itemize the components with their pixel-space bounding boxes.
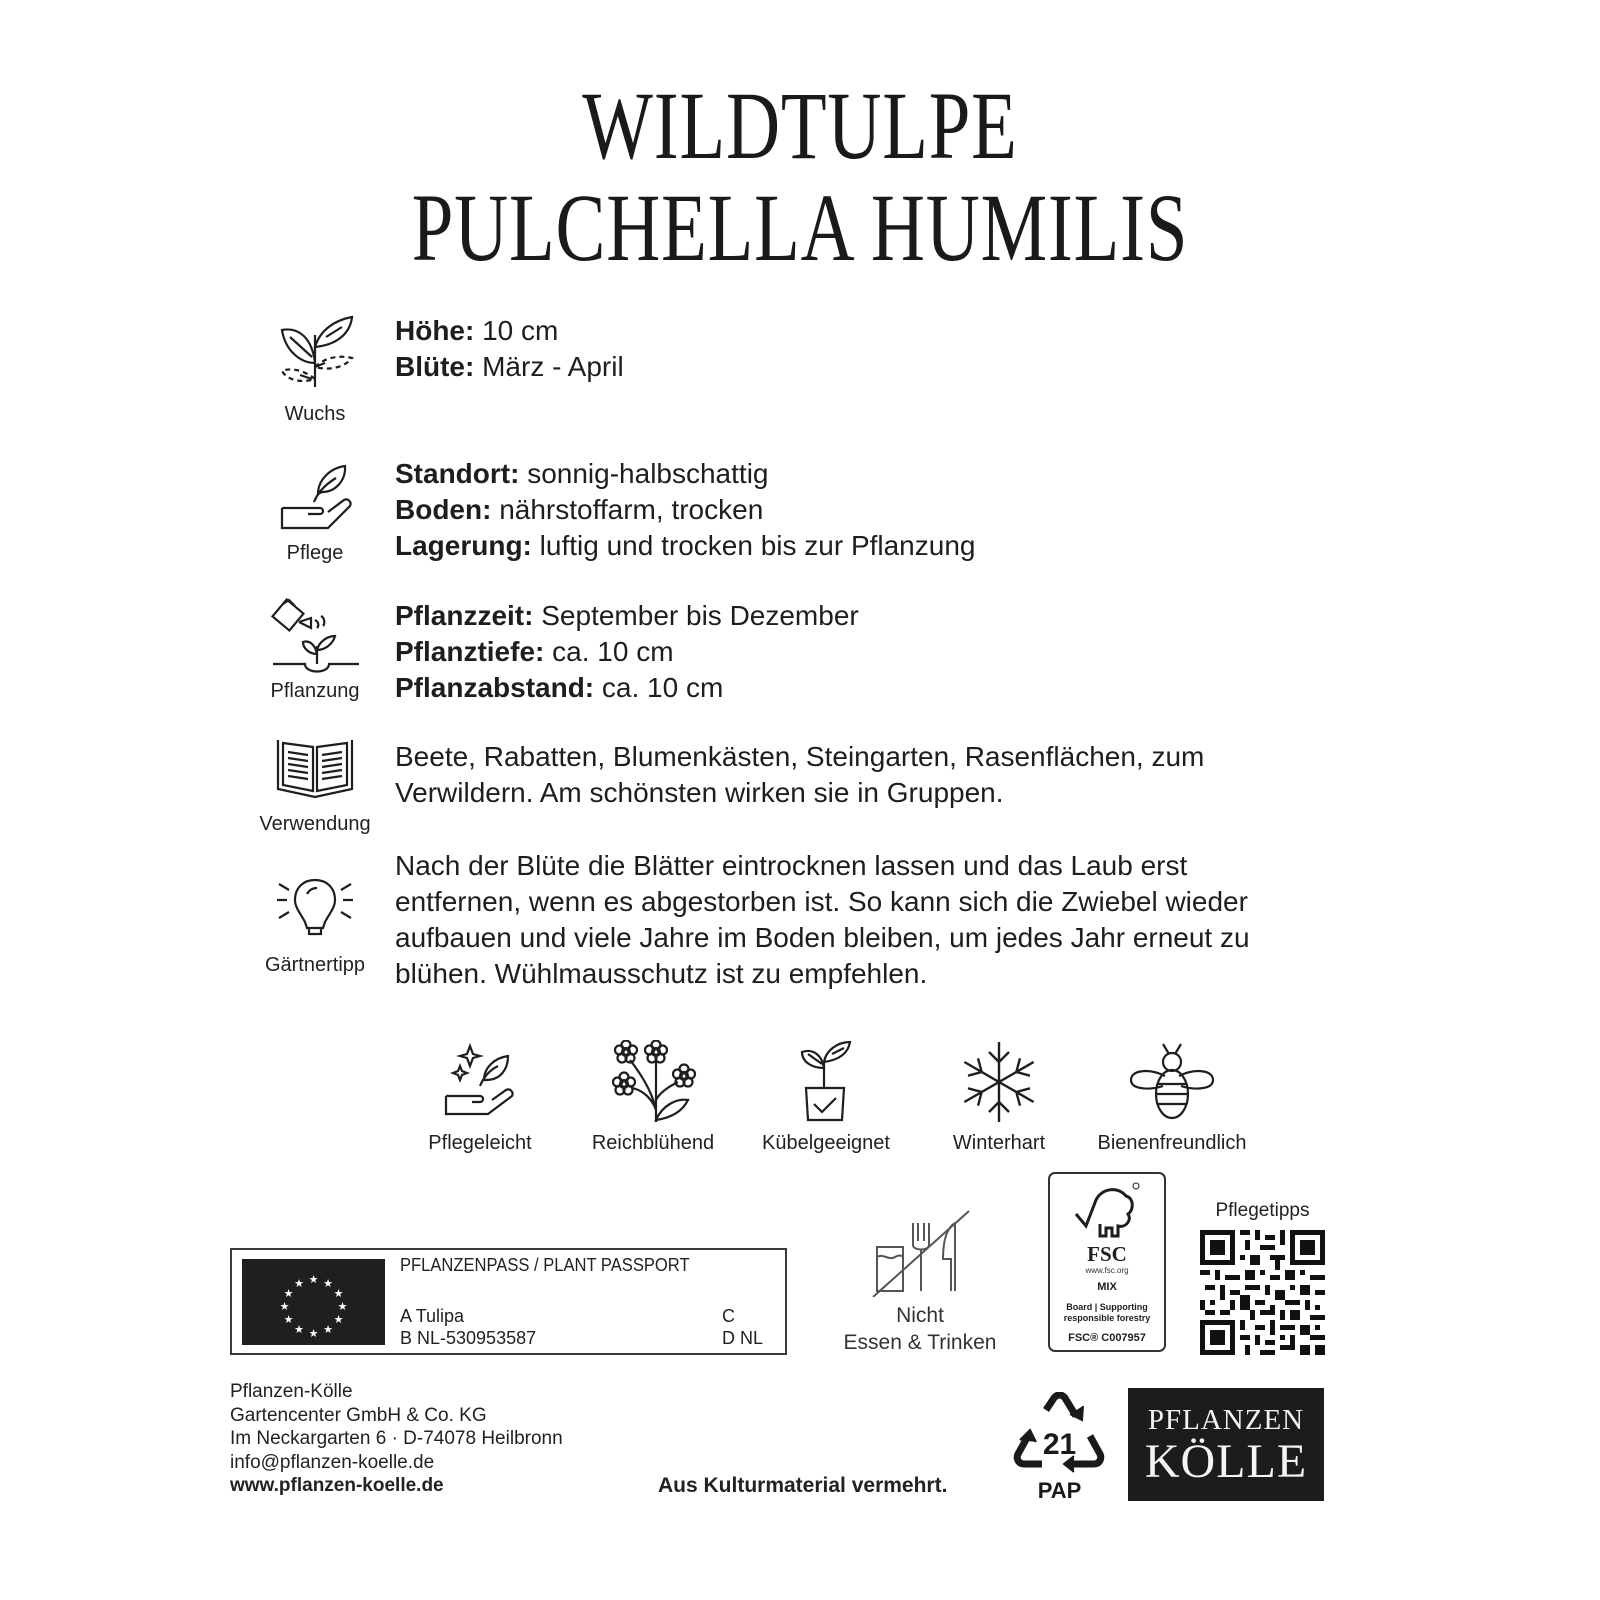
fsc-tree-check-icon: [1072, 1180, 1142, 1242]
svg-text:★: ★: [294, 1323, 304, 1336]
fsc-board-line2: responsible forestry: [1063, 1313, 1151, 1323]
info-label-pflege: Pflege: [286, 542, 344, 564]
open-book-icon: [275, 737, 355, 799]
plant-passport-b: B NL-530953587: [400, 1328, 537, 1348]
fsc-label: [1048, 1172, 1166, 1352]
info-label-verwendung: Verwendung: [259, 813, 371, 835]
svg-text:★: ★: [294, 1277, 304, 1290]
info-icon-col: [240, 876, 390, 977]
recycling-symbol: [1012, 1392, 1107, 1504]
field-key: Pflanzzeit:: [395, 600, 534, 631]
plant-passport-d: D NL: [722, 1328, 764, 1348]
field-value: März - April: [474, 351, 624, 382]
plant-passport-a: A Tulipa: [400, 1306, 465, 1326]
flowers-icon: [608, 1040, 698, 1124]
svg-text:★: ★: [279, 1300, 290, 1313]
field-value: ca. 10 cm: [594, 672, 724, 703]
company-name: Pflanzen-Kölle: [230, 1381, 353, 1402]
svg-text:21: 21: [1042, 1428, 1077, 1461]
info-text-verwendung: Beete, Rabatten, Blumenkästen, Steingarten, Rasenflächen, zum Verwildern. Am schönsten wirken sie in Gruppen.: [395, 741, 1205, 808]
feature-pflegeleicht: [395, 1040, 565, 1155]
field-value: September bis Dezember: [533, 600, 859, 631]
svg-text:PAP: PAP: [1037, 1478, 1082, 1503]
fsc-mix: MIX: [1097, 1281, 1117, 1293]
qr-code[interactable]: [1200, 1230, 1325, 1355]
field-value: 10 cm: [474, 315, 559, 346]
feature-icons: [400, 1040, 1280, 1170]
info-icon-col: [240, 305, 390, 426]
sprouting-plant-icon: [270, 305, 360, 395]
feature-bienenfreundlich: [1087, 1040, 1257, 1155]
svg-text:★: ★: [308, 1327, 319, 1340]
product-title-common-name: WILDTULPE: [582, 72, 1018, 179]
field-value: ca. 10 cm: [544, 636, 674, 667]
field-key: Blüte:: [395, 351, 475, 382]
brand-line1: PFLANZEN: [1147, 1404, 1305, 1436]
info-label-wuchs: Wuchs: [284, 403, 346, 425]
plant-passport-title: PFLANZENPASS / PLANT PASSPORT: [400, 1255, 690, 1275]
field-key: Pflanzabstand:: [395, 672, 595, 703]
info-icon-col: [240, 598, 390, 703]
svg-text:★: ★: [308, 1273, 319, 1286]
feature-label: Reichblühend: [591, 1132, 715, 1154]
qr-label: Pflegetipps: [1215, 1200, 1310, 1221]
snowflake-icon: [959, 1040, 1039, 1124]
fsc-code: FSC® C007957: [1068, 1332, 1146, 1344]
warning-line2: Essen & Trinken: [843, 1331, 997, 1354]
potted-plant-check-icon: [796, 1040, 856, 1124]
eu-flag-icon: [242, 1259, 385, 1345]
lightbulb-icon: [273, 876, 357, 940]
field-value: nährstoffarm, trocken: [491, 494, 764, 525]
field-value: sonnig-halbschattig: [519, 458, 769, 489]
feature-label: Kübelgeeignet: [762, 1132, 890, 1154]
field-key: Lagerung:: [395, 530, 532, 561]
field-value: luftig und trocken bis zur Pflanzung: [531, 530, 976, 561]
svg-text:★: ★: [323, 1277, 333, 1290]
company-legal-name: Gartencenter GmbH & Co. KG: [230, 1404, 487, 1426]
warning-line1: Nicht: [896, 1304, 944, 1327]
feature-label: Bienenfreundlich: [1097, 1132, 1247, 1154]
not-edible-warning: [835, 1205, 1005, 1356]
info-icon-col: [240, 737, 390, 836]
company-address: [230, 1380, 563, 1498]
recycle-triangle-icon: [1012, 1392, 1107, 1504]
brand-line2: KÖLLE: [1144, 1435, 1308, 1488]
brand-logo: [1128, 1388, 1324, 1501]
info-label-pflanzung: Pflanzung: [270, 680, 360, 702]
field-key: Höhe:: [395, 315, 475, 346]
info-text-pflanzung: [395, 598, 1355, 706]
feature-label: Pflegeleicht: [428, 1132, 532, 1154]
no-food-drink-icon: [865, 1205, 975, 1297]
plant-passport-c: C: [722, 1306, 735, 1326]
info-label-gaertnertipp: Gärtnertipp: [264, 954, 366, 976]
qr-code-icon: [1200, 1230, 1325, 1355]
fsc-board-line1: Board | Supporting: [1066, 1302, 1148, 1312]
bee-icon: [1127, 1040, 1217, 1124]
fsc-logo-text: FSC: [1087, 1242, 1127, 1266]
product-title-botanical-name: PULCHELLA HUMILIS: [411, 174, 1189, 281]
fsc-url: www.fsc.org: [1085, 1266, 1129, 1275]
svg-text:★: ★: [283, 1287, 294, 1300]
company-street: Im Neckargarten 6 · D-74078 Heilbronn: [230, 1428, 563, 1449]
svg-text:★: ★: [337, 1300, 348, 1313]
svg-text:★: ★: [323, 1323, 333, 1336]
feature-reichbluehend: [568, 1040, 738, 1155]
fsc-board: [1050, 1302, 1164, 1324]
hand-leaf-icon: [270, 462, 360, 534]
field-key: Pflanztiefe:: [395, 636, 545, 667]
feature-label: Winterhart: [952, 1132, 1046, 1154]
company-email[interactable]: info@pflanzen-koelle.de: [230, 1451, 435, 1473]
svg-text:★: ★: [333, 1313, 344, 1326]
svg-text:★: ★: [333, 1287, 344, 1300]
field-key: Boden:: [395, 494, 492, 525]
info-icon-col: [240, 462, 390, 565]
info-text-pflege: [395, 456, 1355, 564]
hand-sparkle-leaf-icon: [440, 1040, 520, 1120]
plant-passport: [230, 1248, 787, 1355]
info-text-wuchs: [395, 313, 1355, 385]
watering-can-seedling-icon: [269, 598, 361, 678]
feature-winterhart: [914, 1040, 1084, 1155]
field-key: Standort:: [395, 458, 520, 489]
svg-text:★: ★: [283, 1313, 294, 1326]
propagation-note: Aus Kulturmaterial vermehrt.: [658, 1474, 948, 1497]
info-text-gaertnertipp: Nach der Blüte die Blätter eintrocknen lassen und das Laub erst entfernen, wenn es abgestorben ist. So kann sich die Zwiebel wieder aufbauen und viele Jahre im Boden bleiben, um jedes Jahr erneut zu blühen. Wühlmausschutz ist zu empfehlen.: [395, 850, 1250, 989]
company-website[interactable]: www.pflanzen-koelle.de: [230, 1475, 444, 1496]
feature-kuebelgeeignet: [741, 1040, 911, 1155]
